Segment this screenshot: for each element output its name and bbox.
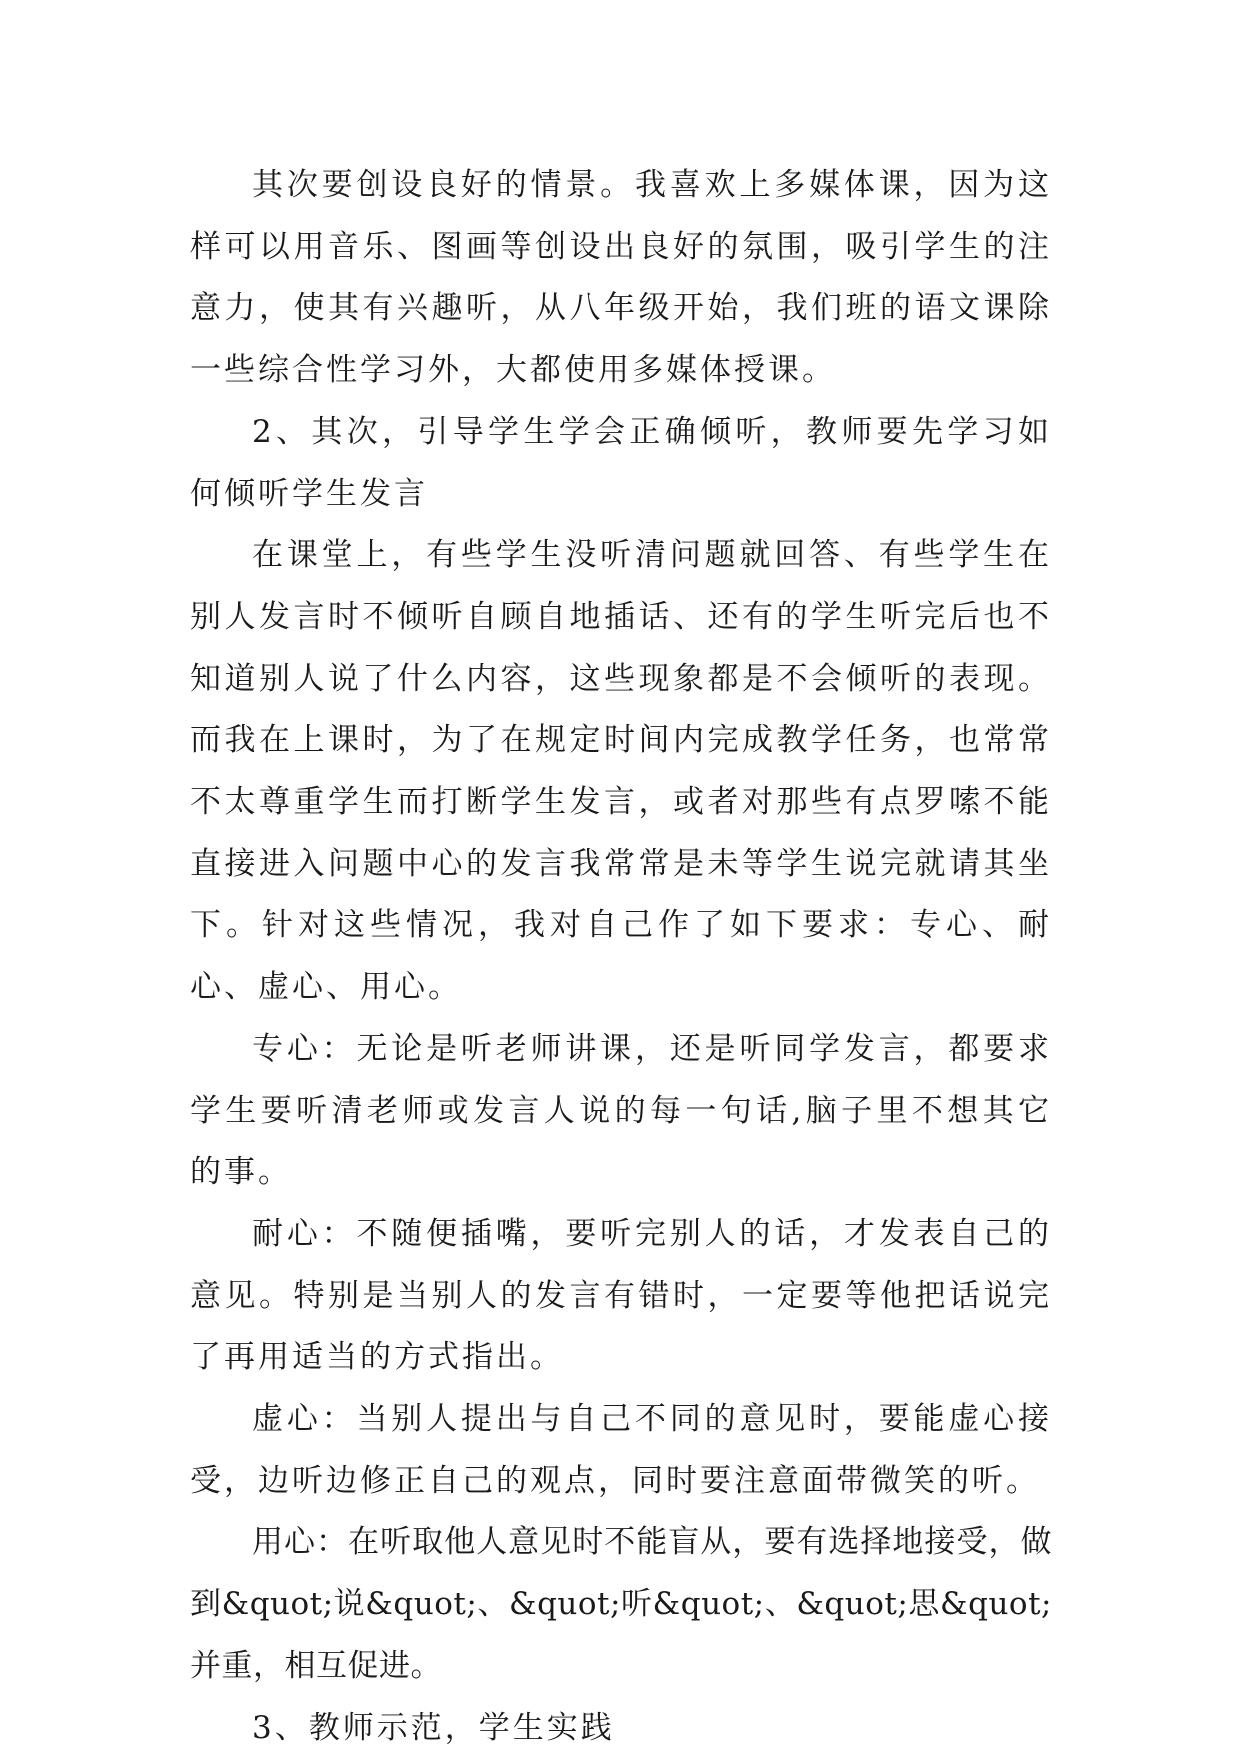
paragraph-focus: 专心：无论是听老师讲课，还是听同学发言，都要求学生要听清老师或发言人说的每一句话,脑子里不想其它的事。 [190,1030,1052,1191]
paragraph-humility: 虚心：当别人提出与自己不同的意见时，要能虚心接受，边听边修正自己的观点，同时要注意面带微笑的听。 [190,1401,1052,1499]
paragraph-patience: 耐心：不随便插嘴，要听完别人的话，才发表自己的意见。特别是当别人的发言有错时，一定要等他把话说完了再用适当的方式指出。 [190,1215,1052,1376]
paragraph-multimedia-situation: 其次要创设良好的情景。我喜欢上多媒体课，因为这样可以用音乐、图画等创设出良好的氛围，吸引学生的注意力，使其有兴趣听，从八年级开始，我们班的语文课除一些综合性学习外，大都使用多媒体授课。 [190,167,1052,389]
paragraph-attentiveness: 用心：在听取他人意见时不能盲从，要有选择地接受，做到&quot;说&quot;、&quot;听&quot;、&quot;思&quot;并重，相互促进。 [190,1524,1052,1684]
paragraph-heading-2: 2、其次，引导学生学会正确倾听，教师要先学习如何倾听学生发言 [190,413,1052,512]
paragraph-classroom-listening: 在课堂上，有些学生没听清问题就回答、有些学生在别人发言时不倾听自顾自地插话、还有的学生听完后也不知道别人说了什么内容，这些现象都是不会倾听的表现。而我在上课时，为了在规定时间内完成教学任务，也常常不太尊重学生而打断学生发言，或者对那些有点罗嗦不能直接进入问题中心的发言我常常是未等学生说完就请其坐下。针对这些情况，我对自己作了如下要求：专心、耐心、虚心、用心。 [190,537,1052,1006]
paragraph-heading-3: 3、教师示范，学生实践 [252,1709,615,1746]
document-body [190,155,1052,1759]
